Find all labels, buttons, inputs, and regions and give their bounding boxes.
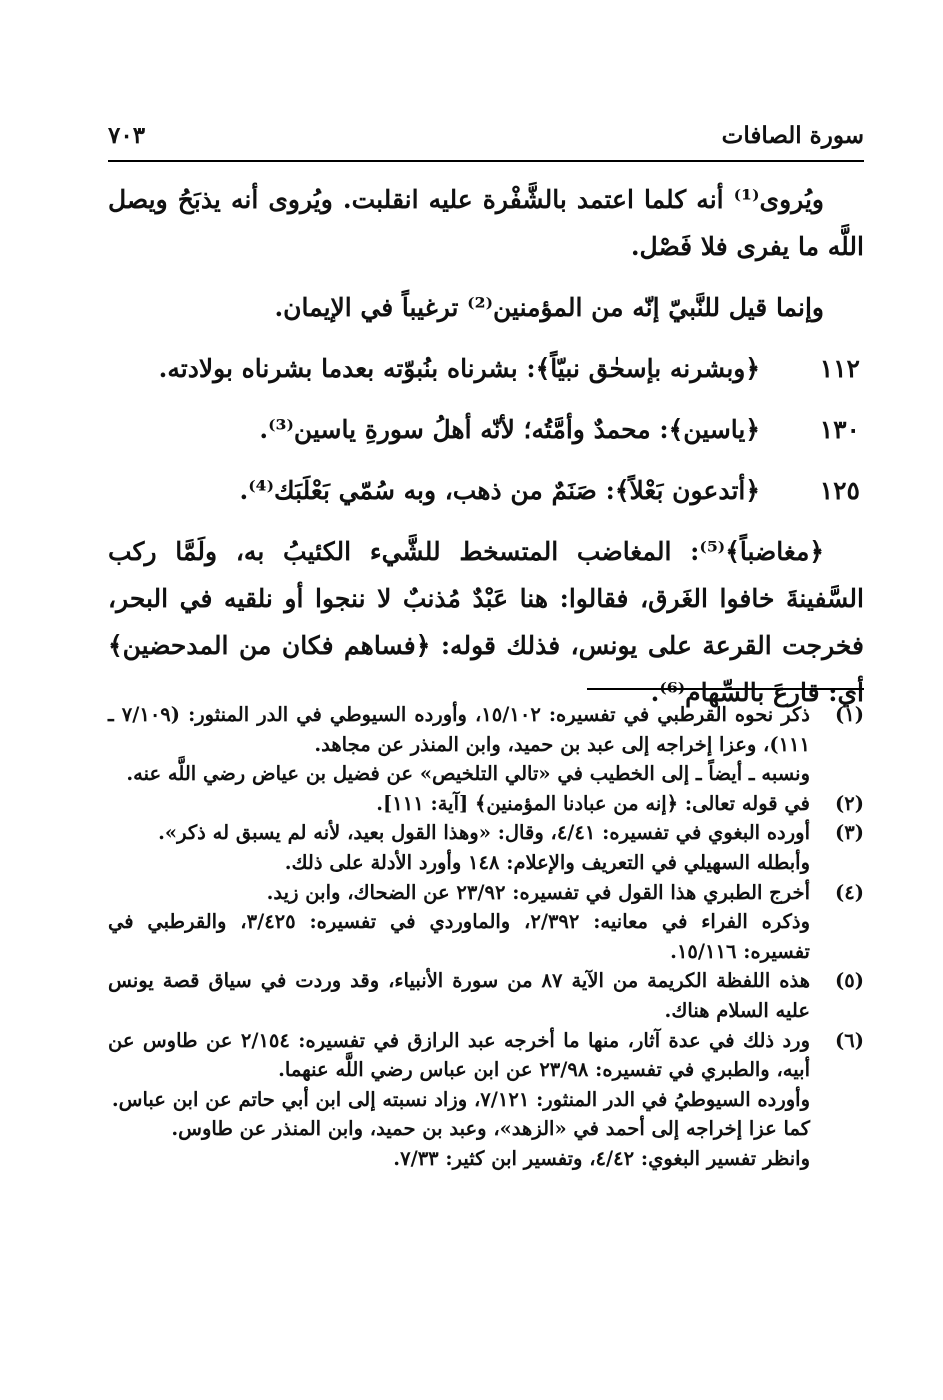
footnote bbox=[108, 700, 864, 789]
header-rule bbox=[108, 160, 864, 162]
footnote-number: (٤) bbox=[835, 880, 864, 904]
verse-entry bbox=[108, 345, 864, 392]
footnote-number: (٣) bbox=[835, 821, 864, 845]
footnote bbox=[108, 789, 864, 819]
verse-number: ١٢٥ bbox=[819, 476, 860, 505]
verse-entry bbox=[108, 467, 864, 514]
footnote-line: ونسبه ـ أيضاً ـ إلى الخطيب في «تالي التلخيص» عن فضيل بن عياض رضي اللَّه عنه. bbox=[126, 762, 810, 786]
footnote-line: وأورده السيوطيُ في الدر المنثور: ٧/١٢١، وزاد نسبته إلى ابن أبي حاتم عن ابن عباس. bbox=[111, 1087, 810, 1111]
footnote bbox=[108, 878, 864, 967]
verse-number: ١٣٠ bbox=[819, 415, 860, 444]
footnote-line: هذه اللفظة الكريمة من الآية ٨٧ من سورة الأنبياء، وقد وردت في سياق قصة يونس عليه السلام هناك. bbox=[108, 969, 811, 1022]
paragraph-3-rest: السَّفينةَ خافوا الغَرق، فقالوا: هنا عَبْدٌ مُذنبٌ لا ننجوا أو نلقيه في البحر، فخرجت القرعة على يونس، فذلك قوله: ﴿فساهم فكان من المدحضين﴾ أي: قارعَ بالسِّهام⁽⁶⁾. bbox=[108, 584, 864, 707]
footnote-line: ذكر نحوه القرطبي في تفسيره: ١٥/١٠٢، وأورده السيوطي في الدر المنثور: (٧/١٠٩ ـ ١١١)، وعزا إخراجه إلى عبد بن حميد، وابن المنذر عن مجاهد. bbox=[108, 703, 810, 756]
footnote-number: (٦) bbox=[835, 1028, 864, 1052]
footnote-line: في قوله تعالى: ﴿إنه من عبادنا المؤمنين﴾ [آية: ١١١]. bbox=[376, 791, 810, 815]
running-title: سورة الصافات bbox=[721, 122, 864, 149]
verse-number: ١١٢ bbox=[819, 354, 860, 383]
verse-commentary: ﴿ياسين﴾: محمدٌ وأمَّتُه؛ لأنّه أهلُ سورةِ ياسين⁽³⁾. bbox=[259, 415, 760, 444]
footnote-line: ورد ذلك في عدة آثار، منها ما أخرجه عبد الرازق في تفسيره: ٢/١٥٤ عن طاوس عن أبيه، والطبري في تفسيره: ٢٣/٩٨ عن ابن عباس رضي اللَّه عنهما. bbox=[108, 1028, 810, 1082]
footnote bbox=[108, 818, 864, 877]
footnote-separator bbox=[587, 688, 864, 690]
footnote-number: (٢) bbox=[835, 791, 864, 815]
paragraph-3-lead: ﴿مغاضباً﴾⁽⁵⁾: المغاضب المتسخط للشَّيء الكئيبُ به، ولَمَّا ركب bbox=[108, 537, 824, 566]
paragraph-1: ويُروى⁽¹⁾ أنه كلما اعتمد بالشَّفْرة عليه انقلبت. ويُروى أنه يذبَحُ ويصل اللَّه ما يفرى فلا فَصْل. bbox=[108, 185, 864, 261]
footnote-line: وانظر تفسير البغوي: ٤/٤٢، وتفسير ابن كثير: ٧/٣٣. bbox=[393, 1146, 810, 1170]
footnote-line: أخرج الطبري هذا القول في تفسيره: ٢٣/٩٢ عن الضحاك، وابن زيد. bbox=[266, 880, 810, 904]
footnote-line: كما عزا إخراجه إلى أحمد في «الزهد»، وعبد بن حميد، وابن المنذر عن طاوس. bbox=[171, 1117, 810, 1141]
footnote bbox=[108, 966, 864, 1025]
footnotes bbox=[108, 700, 864, 1174]
verse-commentary: ﴿أتدعون بَعْلاً﴾: صَنَمٌ من ذهب، وبه سُمّي بَعْلَبَك⁽⁴⁾. bbox=[239, 476, 760, 505]
footnote-number: (١) bbox=[835, 703, 864, 726]
footnote-line: وأبطله السهيلي في التعريف والإعلام: ١٤٨ وأورد الأدلة على ذلك. bbox=[284, 850, 810, 874]
main-text bbox=[108, 176, 864, 716]
verse-commentary: ﴿وبشرنه بإسحٰق نبيّاً﴾: بشرناه بنُبوّته بعدما بشرناه بولادته. bbox=[158, 354, 760, 383]
verse-entry bbox=[108, 406, 864, 453]
footnote bbox=[108, 1026, 864, 1174]
paragraph-2: وإنما قيل للنَّبيّ إنّه من المؤمنين⁽²⁾ ترغيباً في الإيمان. bbox=[274, 293, 824, 322]
page-header bbox=[108, 118, 864, 158]
footnote-number: (٥) bbox=[835, 969, 864, 993]
page-number: ٧٠٣ bbox=[108, 122, 146, 149]
footnote-line: وذكره الفراء في معانيه: ٢/٣٩٢، والماوردي في تفسيره: ٣/٤٢٥، والقرطبي في تفسيره: ١٥/١١٦. bbox=[108, 910, 810, 963]
footnote-line: أورده البغوي في تفسيره: ٤/٤١، وقال: «وهذا القول بعيد، لأنه لم يسبق له ذكر». bbox=[158, 821, 810, 845]
